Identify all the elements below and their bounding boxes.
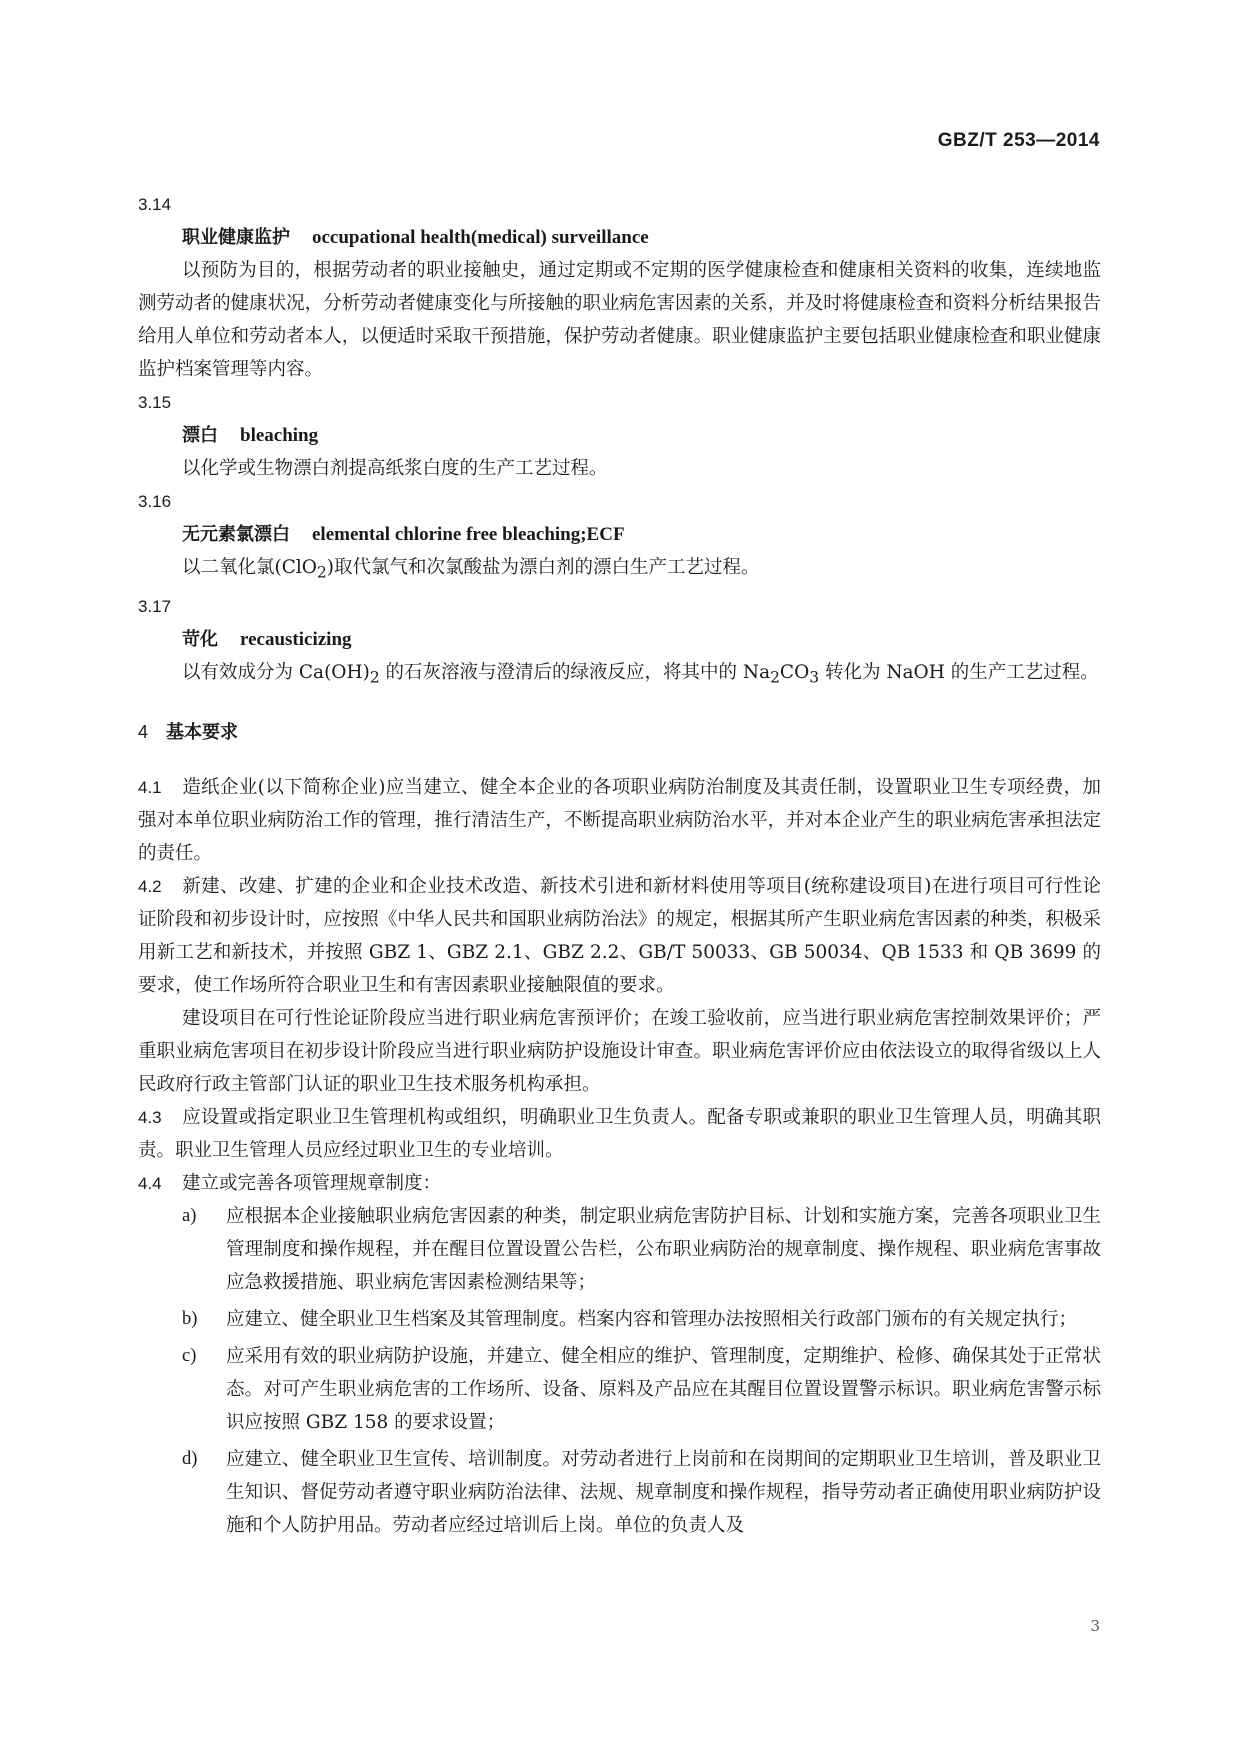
term-zh: 职业健康监护 [182, 227, 290, 248]
subscript: 2 [369, 668, 380, 687]
list-item [138, 1303, 1101, 1336]
definition-text [138, 551, 1101, 590]
subscript: 3 [809, 668, 820, 687]
definition-term [138, 623, 1101, 656]
section-number: 4 [138, 722, 149, 743]
term-zh: 苛化 [182, 628, 218, 650]
clause-4-3 [138, 1101, 1101, 1167]
clause-number: 4.2 [138, 877, 162, 897]
clause-text: 造纸企业(以下简称企业)应当建立、健全本企业的各项职业病防治制度及其责任制，设置职业卫生专项经费，加强对本单位职业病防治工作的管理，推行清洁生产，不断提高职业病防治水平，并对本企业产生的职业病危害承担法定的责任。 [138, 777, 1101, 865]
definition-term [138, 419, 1101, 452]
list-text: 应根据本企业接触职业病危害因素的种类，制定职业病危害防护目标、计划和实施方案，完善各项职业卫生管理制度和操作规程，并在醒目位置设置公告栏，公布职业病防治的规章制度、操作规程、职业病危害事故应急救援措施、职业病危害因素检测结果等； [226, 1206, 1101, 1294]
text-part: 的石灰溶液与澄清后的绿液反应，将其中的 Na [379, 661, 771, 683]
text-part: 以有效成分为 Ca(OH) [182, 661, 370, 683]
term-zh: 无元素氯漂白 [182, 524, 290, 545]
list-text: 应建立、健全职业卫生档案及其管理制度。档案内容和管理办法按照相关行政部门颁布的有关规定执行； [226, 1309, 1078, 1331]
text-part: CO [779, 661, 810, 683]
term-zh: 漂白 [182, 425, 218, 446]
clause-number: 4.1 [138, 778, 162, 798]
definition-term [138, 518, 1101, 551]
clause-text: 新建、改建、扩建的企业和企业技术改造、新技术引进和新材料使用等项目(统称建设项目)在进行项目可行性论证阶段和初步设计时，应按照《中华人民共和国职业病防治法》的规定，根据其所产生职业病危害因素的种类，积极采用新工艺和新技术，并按照 GBZ 1、GBZ 2.1、GBZ 2.2、GB/T 50033、GB 50034、QB 1533 和 QB 3699 的要求，使工作场所符合职业卫生和有害因素职业接触限值的要求。 [138, 876, 1101, 997]
list-marker: d) [182, 1449, 198, 1470]
definition-number: 3.17 [138, 596, 172, 616]
clause-number: 4.3 [138, 1108, 162, 1128]
text-part: 以二氧化氯(ClO [182, 557, 317, 578]
list-item [138, 1340, 1101, 1439]
definition-number: 3.14 [138, 195, 172, 214]
definition-number: 3.16 [138, 492, 172, 511]
clause-4-2 [138, 870, 1101, 1002]
standard-number: GBZ/T 253—2014 [937, 130, 1100, 151]
term-en: bleaching [240, 425, 319, 446]
term-en: occupational health(medical) surveillance [312, 227, 649, 248]
section-heading [138, 716, 1101, 749]
subscript: 2 [316, 563, 327, 582]
clause-text: 应设置或指定职业卫生管理机构或组织，明确职业卫生负责人。配备专职或兼职的职业卫生管理人员，明确其职责。职业卫生管理人员应经过职业卫生的专业培训。 [138, 1107, 1101, 1162]
text-part: 转化为 NaOH 的生产工艺过程。 [819, 661, 1099, 683]
section-title: 基本要求 [166, 722, 239, 744]
list-text: 应采用有效的职业病防护设施，并建立、健全相应的维护、管理制度，定期维护、检修、确保其处于正常状态。对可产生职业病危害的工作场所、设备、原料及产品应在其醒目位置设置警示标识。职业病危害警示标识应按照 GBZ 158 的要求设置； [226, 1346, 1101, 1434]
clause-4-4 [138, 1167, 1101, 1200]
subscript: 2 [770, 668, 780, 687]
page-number: 3 [1090, 1617, 1100, 1635]
clause-4-1 [138, 771, 1101, 870]
text-part: )取代氯气和次氯酸盐为漂白剂的漂白生产工艺过程。 [326, 557, 760, 578]
definition-text: 以化学或生物漂白剂提高纸浆白度的生产工艺过程。 [182, 458, 608, 479]
definition-text [138, 656, 1101, 695]
list-marker: c) [182, 1346, 197, 1367]
document-body [138, 188, 1101, 1546]
list-text: 应建立、健全职业卫生宣传、培训制度。对劳动者进行上岗前和在岗期间的定期职业卫生培训，普及职业卫生知识、督促劳动者遵守职业病防治法律、法规、规章制度和操作规程，指导劳动者正确使用职业病防护设施和个人防护用品。劳动者应经过培训后上岗。单位的负责人及 [226, 1449, 1101, 1537]
list-marker: a) [182, 1206, 197, 1227]
list-item [138, 1443, 1101, 1542]
definition-text: 以预防为目的，根据劳动者的职业接触史，通过定期或不定期的医学健康检查和健康相关资料的收集，连续地监测劳动者的健康状况，分析劳动者健康变化与所接触的职业病危害因素的关系，并及时将健康检查和资料分析结果报告给用人单位和劳动者本人，以便适时采取干预措施，保护劳动者健康。职业健康监护主要包括职业健康检查和职业健康监护档案管理等内容。 [138, 260, 1101, 380]
clause-number: 4.4 [138, 1174, 162, 1194]
clause-4-2-paragraph: 建设项目在可行性论证阶段应当进行职业病危害预评价；在竣工验收前，应当进行职业病危害控制效果评价；严重职业病危害项目在初步设计阶段应当进行职业病防护设施设计审查。职业病危害评价应由依法设立的取得省级以上人民政府行政主管部门认证的职业卫生技术服务机构承担。 [138, 1008, 1101, 1096]
list-marker: b) [182, 1309, 198, 1330]
list-item [138, 1200, 1101, 1299]
term-en: recausticizing [240, 628, 352, 650]
term-en: elemental chlorine free bleaching;ECF [312, 524, 625, 545]
clause-text: 建立或完善各项管理规章制度： [182, 1173, 442, 1195]
definition-term [138, 221, 1101, 254]
definition-number: 3.15 [138, 393, 172, 412]
